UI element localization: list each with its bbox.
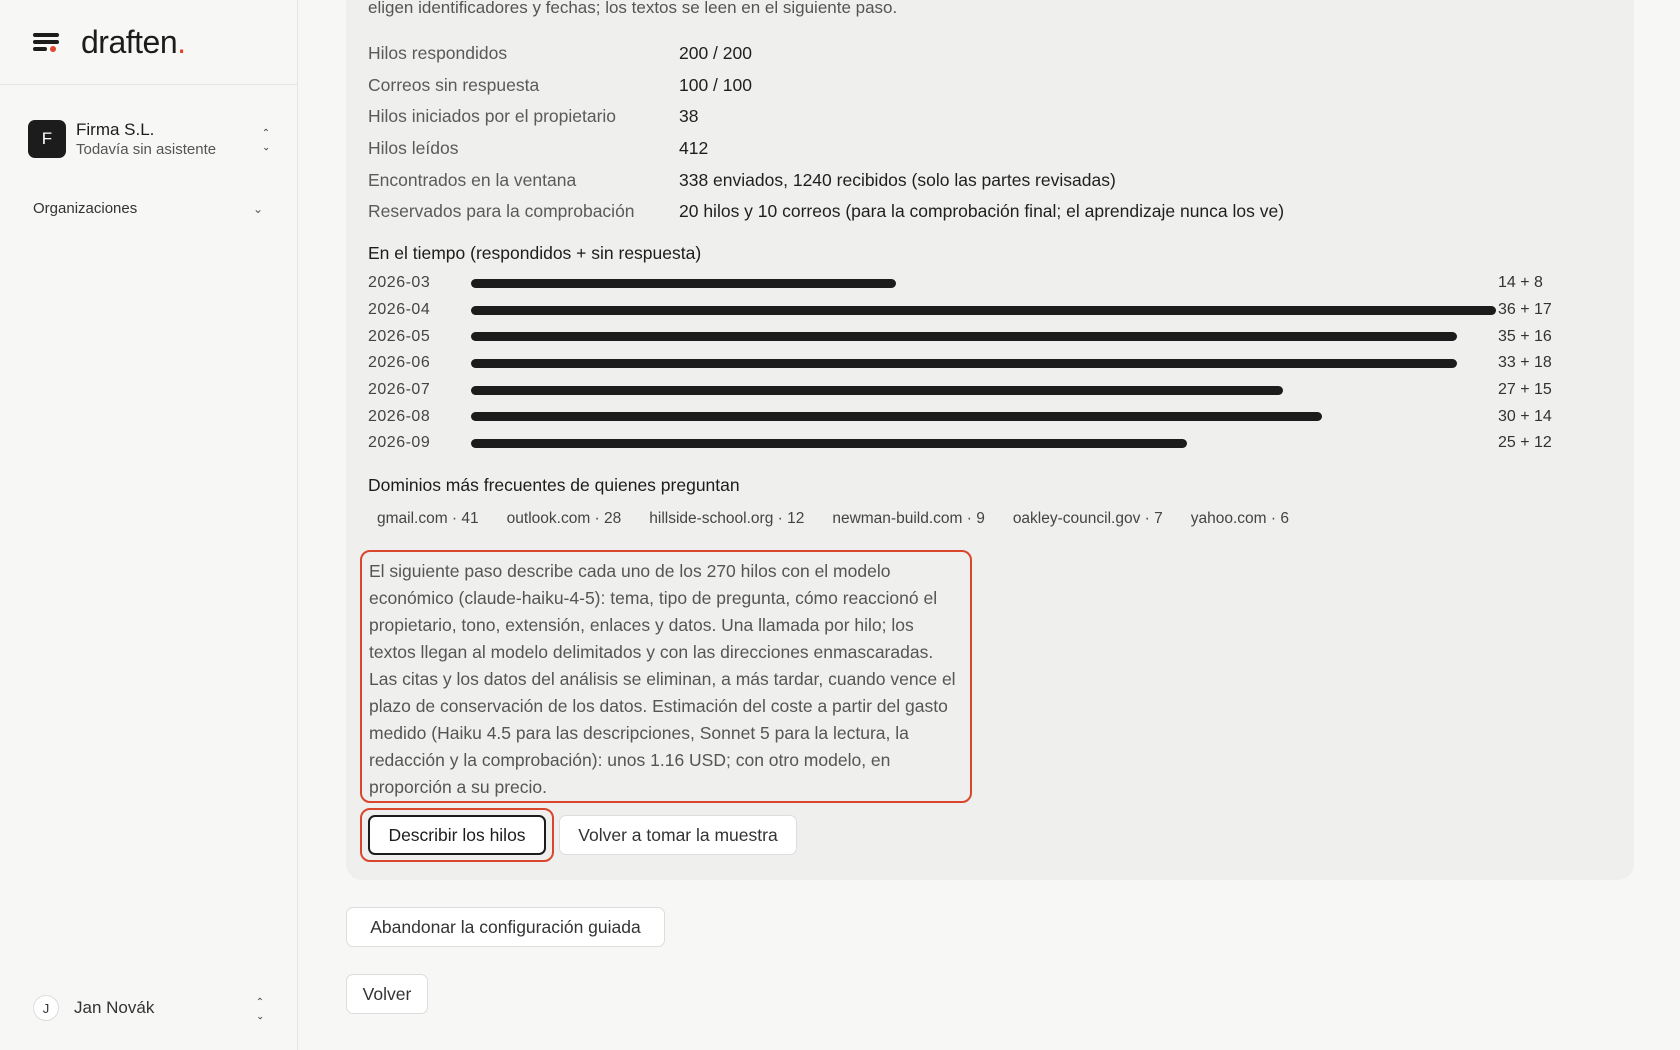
domain-chip: newman-build.com · 9 bbox=[832, 510, 985, 527]
stat-label: Correos sin respuesta bbox=[368, 74, 540, 95]
timeline-bar bbox=[471, 439, 1187, 448]
abandon-setup-button[interactable]: Abandonar la configuración guiada bbox=[346, 907, 665, 947]
domain-chip: yahoo.com · 6 bbox=[1190, 510, 1289, 527]
timeline-bar bbox=[471, 306, 1496, 315]
stat-value: 38 bbox=[679, 106, 699, 127]
timeline-month-label: 2026-06 bbox=[368, 354, 431, 372]
domain-chip: outlook.com · 28 bbox=[506, 510, 622, 527]
org-subtitle: Todavía sin asistente bbox=[76, 140, 217, 158]
domain-chip: hillside-school.org · 12 bbox=[649, 510, 805, 527]
stat-value: 200 / 200 bbox=[679, 43, 752, 64]
timeline-bar-track bbox=[471, 306, 1496, 315]
logo-dot: . bbox=[177, 23, 186, 60]
timeline-row bbox=[368, 270, 1568, 297]
timeline-month-label: 2026-07 bbox=[368, 381, 431, 399]
user-name: Jan Novák bbox=[74, 998, 155, 1017]
intro-text: eligen identificadores y fechas; los textos se leen en el siguiente paso. bbox=[368, 0, 898, 17]
timeline-chart bbox=[368, 270, 1568, 457]
stat-value: 338 enviados, 1240 recibidos (solo las partes revisadas) bbox=[679, 169, 1116, 190]
timeline-count-label: 30 + 14 bbox=[1498, 407, 1552, 425]
timeline-bar-track bbox=[471, 386, 1496, 395]
timeline-count-label: 14 + 8 bbox=[1498, 274, 1543, 292]
timeline-month-label: 2026-05 bbox=[368, 327, 431, 345]
stat-label: Encontrados en la ventana bbox=[368, 169, 577, 190]
stat-label: Hilos leídos bbox=[368, 138, 459, 159]
timeline-count-label: 25 + 12 bbox=[1498, 434, 1552, 452]
stat-row bbox=[368, 38, 1284, 70]
chevron-down-icon: ⌄ bbox=[252, 201, 263, 216]
organizations-label: Organizaciones bbox=[33, 200, 138, 217]
timeline-bar-track bbox=[471, 279, 1496, 288]
stat-label: Reservados para la comprobación bbox=[368, 201, 635, 222]
timeline-count-label: 35 + 16 bbox=[1498, 327, 1552, 345]
back-button[interactable]: Volver bbox=[346, 974, 428, 1014]
menu-icon[interactable] bbox=[33, 31, 59, 53]
domains-list bbox=[368, 508, 1308, 530]
user-avatar: J bbox=[33, 995, 59, 1021]
timeline-bar bbox=[471, 359, 1457, 368]
stats-list bbox=[368, 38, 1284, 228]
timeline-bar bbox=[471, 332, 1457, 341]
sidebar-header bbox=[0, 0, 297, 85]
domain-chip: gmail.com · 41 bbox=[377, 510, 479, 527]
timeline-bar bbox=[471, 412, 1322, 421]
timeline-row bbox=[368, 377, 1568, 404]
stat-row bbox=[368, 133, 1284, 165]
sidebar bbox=[0, 0, 298, 1050]
timeline-month-label: 2026-08 bbox=[368, 407, 431, 425]
timeline-bar-track bbox=[471, 359, 1496, 368]
timeline-bar-track bbox=[471, 439, 1496, 448]
stat-label: Hilos respondidos bbox=[368, 43, 508, 64]
timeline-row bbox=[368, 350, 1568, 377]
stat-value: 412 bbox=[679, 138, 709, 159]
domains-title: Dominios más frecuentes de quienes preguntan bbox=[368, 475, 740, 495]
timeline-count-label: 36 + 17 bbox=[1498, 301, 1552, 319]
timeline-month-label: 2026-04 bbox=[368, 301, 431, 319]
timeline-row bbox=[368, 297, 1568, 324]
describe-threads-button[interactable]: Describir los hilos bbox=[368, 815, 546, 855]
stat-row bbox=[368, 196, 1284, 228]
timeline-bar-track bbox=[471, 332, 1496, 341]
resample-button[interactable]: Volver a tomar la muestra bbox=[559, 815, 797, 855]
timeline-bar-track bbox=[471, 412, 1496, 421]
note-text: El siguiente paso describe cada uno de los 270 hilos con el modelo económico (claude-haiku-4-5): tema, tipo de pregunta, cómo reaccionó el propietario, tono, extensión, enlaces y datos. Una llamada por hilo; los textos llegan al modelo delimitados y con las direcciones enmascaradas. Las citas y los datos del análisis se eliminan, a más tardar, cuando vence el plazo de conservación de los datos. Estimación del coste a partir del gasto medido (Haiku 4.5 para las descripciones, Sonnet 5 para la lectura, la redacción y la comprobación): unos 1.16 USD; con otro modelo, en proporción a su precio. bbox=[369, 561, 956, 797]
org-name: Firma S.L. bbox=[76, 119, 155, 139]
next-step-note bbox=[360, 550, 972, 803]
org-switcher[interactable] bbox=[28, 118, 273, 160]
chevron-up-down-icon: ⌃ ⌃ bbox=[255, 996, 265, 1020]
stat-row bbox=[368, 101, 1284, 133]
timeline-row bbox=[368, 403, 1568, 430]
timeline-bar bbox=[471, 279, 896, 288]
stat-row bbox=[368, 164, 1284, 196]
logo[interactable] bbox=[81, 24, 186, 61]
timeline-month-label: 2026-03 bbox=[368, 274, 431, 292]
timeline-row bbox=[368, 430, 1568, 457]
organizations-toggle[interactable] bbox=[33, 200, 263, 217]
stat-label: Hilos iniciados por el propietario bbox=[368, 106, 617, 127]
user-menu[interactable] bbox=[33, 995, 267, 1021]
logo-text: draften bbox=[81, 23, 178, 60]
timeline-title: En el tiempo (respondidos + sin respuesta) bbox=[368, 243, 702, 263]
timeline-count-label: 27 + 15 bbox=[1498, 381, 1552, 399]
timeline-count-label: 33 + 18 bbox=[1498, 354, 1552, 372]
timeline-month-label: 2026-09 bbox=[368, 434, 431, 452]
stat-value: 100 / 100 bbox=[679, 74, 752, 95]
org-avatar: F bbox=[28, 120, 66, 158]
stat-row bbox=[368, 70, 1284, 102]
domain-chip: oakley-council.gov · 7 bbox=[1012, 510, 1163, 527]
stat-value: 20 hilos y 10 correos (para la comprobación final; el aprendizaje nunca los ve) bbox=[679, 201, 1285, 222]
timeline-row bbox=[368, 323, 1568, 350]
timeline-bar bbox=[471, 386, 1283, 395]
chevron-up-down-icon: ⌃ ⌃ bbox=[261, 127, 271, 151]
